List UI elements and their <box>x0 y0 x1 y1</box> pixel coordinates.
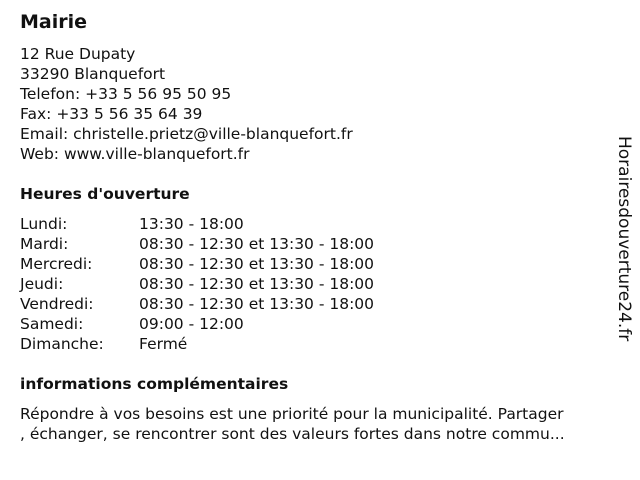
time-value: 08:30 - 12:30 et 13:30 - 18:00 <box>139 255 375 273</box>
time-value: 08:30 - 12:30 et 13:30 - 18:00 <box>139 295 375 313</box>
time-value: Fermé <box>139 335 188 353</box>
email-address[interactable]: Email: christelle.prietz@ville-blanquefort.fr <box>20 125 353 143</box>
additional-info-text <box>20 404 632 444</box>
site-watermark: Horairesdouverture24.fr <box>614 136 634 342</box>
additional-info-heading: informations complémentaires <box>20 375 289 393</box>
opening-hours-heading: Heures d'ouverture <box>20 185 190 203</box>
day-label: Jeudi: <box>20 275 64 293</box>
day-label: Samedi: <box>20 315 84 333</box>
info-line: , échanger, se rencontrer sont des valeurs fortes dans notre commu... <box>20 425 565 443</box>
day-label: Mardi: <box>20 235 69 253</box>
phone-number[interactable]: Telefon: +33 5 56 95 50 95 <box>20 85 232 103</box>
address-street: 12 Rue Dupaty <box>20 45 136 63</box>
address-city: 33290 Blanquefort <box>20 65 166 83</box>
website-link[interactable]: Web: www.ville-blanquefort.fr <box>20 145 250 163</box>
day-label: Lundi: <box>20 215 68 233</box>
day-label: Dimanche: <box>20 335 104 353</box>
time-value: 09:00 - 12:00 <box>139 315 244 333</box>
info-line: Répondre à vos besoins est une priorité pour la municipalité. Partager <box>20 405 564 423</box>
time-value: 08:30 - 12:30 et 13:30 - 18:00 <box>139 235 375 253</box>
day-label: Vendredi: <box>20 295 94 313</box>
fax-number: Fax: +33 5 56 35 64 39 <box>20 105 203 123</box>
time-value: 08:30 - 12:30 et 13:30 - 18:00 <box>139 275 375 293</box>
contact-block <box>20 44 353 164</box>
day-label: Mercredi: <box>20 255 93 273</box>
time-value: 13:30 - 18:00 <box>139 215 244 233</box>
page-title: Mairie <box>20 11 88 33</box>
